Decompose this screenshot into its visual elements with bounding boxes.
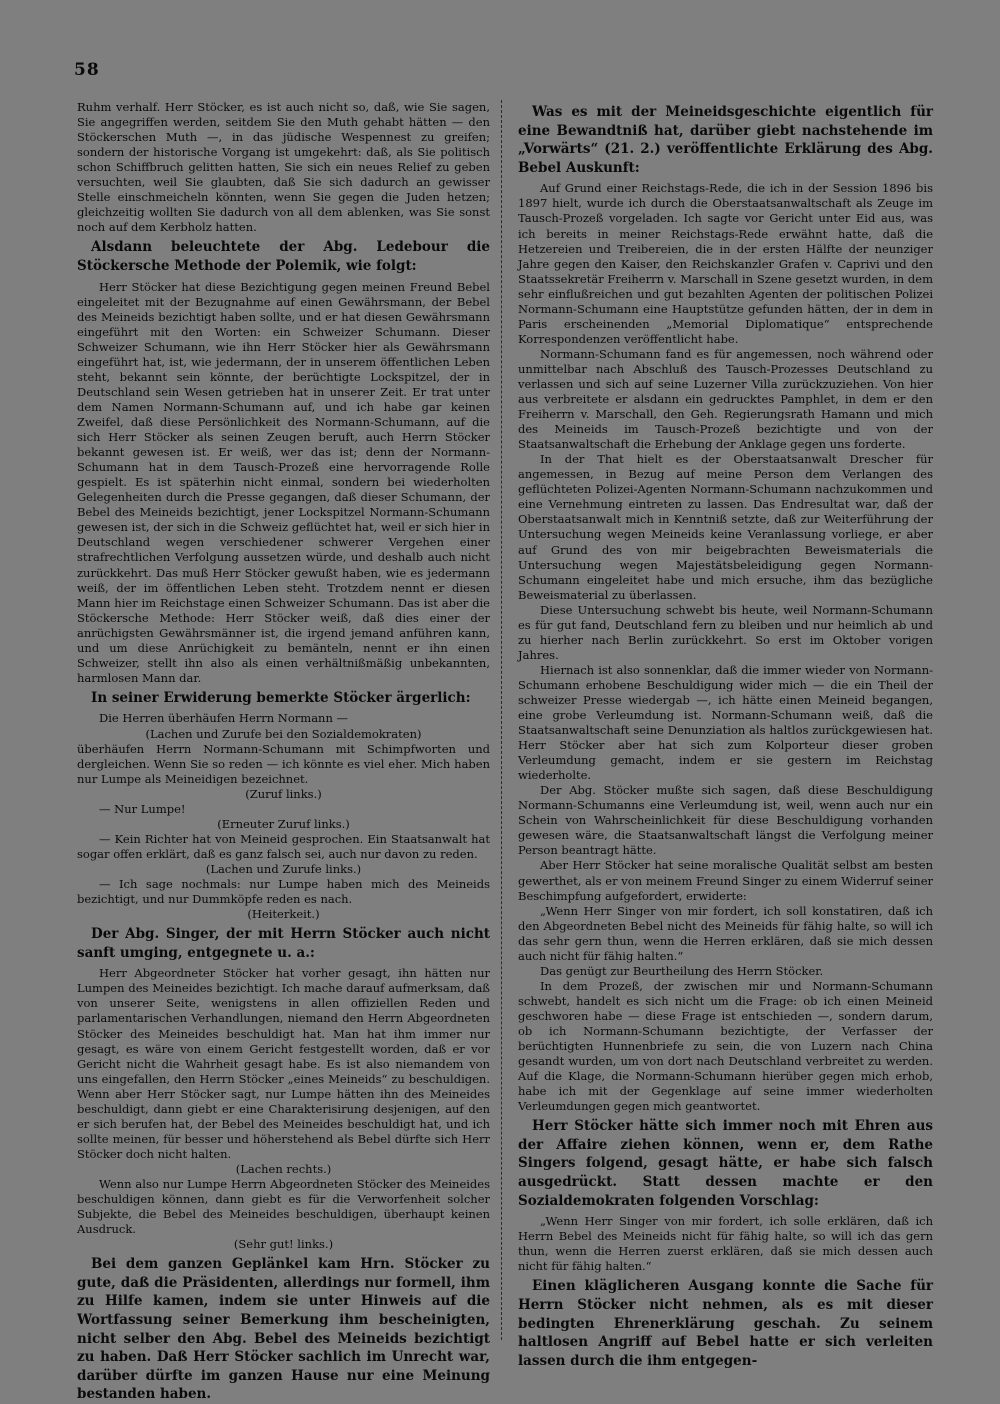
paragraph: Aber Herr Stöcker hat seine moralische Qualität selbst am besten gewerthet, als er von meinem Freund Singer zu einem Widerruf seiner Beschimpfung aufgefordert, erwiderte: <box>518 858 933 903</box>
paragraph: Herr Abgeordneter Stöcker hat vorher gesagt, ihn hätten nur Lumpen des Meineides bezichtigt. Ich mache darauf aufmerksam, daß von unserer Seite, wenigstens in allen offiziellen Reden und parlamentarischen Verhandlungen, niemand den Herrn Abgeordneten Stöcker des Meineides beschuldigt hat. Man hat ihm immer nur gesagt, es wäre von einem Gericht festgestellt worden, daß er vor Gericht nicht die Wahrheit gesagt habe. Es ist also niemandem von uns eingefallen, den Herrn Stöcker „eines Meineids“ zu beschuldigen. Wenn aber Herr Stöcker sagt, nur Lumpe hätten ihn des Meineides beschuldigt, dann giebt er eine Charakterisirung desjenigen, auf den er sich berufen hat, der Bebel des Meineides beschuldigt hat, und ich sollte meinen, für besser und höherstehend als Bebel dürfte sich Herr Stöcker doch nicht halten. <box>77 966 490 1161</box>
section-heading: In seiner Erwiderung bemerkte Stöcker ärgerlich: <box>91 689 471 706</box>
paragraph: Herr Stöcker hat diese Bezichtigung gegen meinen Freund Bebel eingeleitet mit der Bezugnahme auf einen Gewährsmann, der Bebel des Meineids bezichtigt haben sollte, und er hat diesen Gewährsmann eingeführt mit den Worten: ein Schweizer Schumann. Dieser Schweizer Schumann, wie ihn Herr Stöcker hier als Gewährsmann eingeführt hat, ist, wie jedermann, der in unserem öffentlichen Leben steht, bekannt sein könnte, der berüchtigte Lockspitzel, der in Deutschland sein Wesen getrieben hat in unserer Zeit. Er trat unter dem Namen Normann-Schumann auf, und ich habe gar keinen Zweifel, daß diese Persönlichkeit des Normann-Schumann, auf die sich Herr Stöcker als seinen Zeugen beruft, auch Herrn Stöcker bekannt gewesen ist. Er weiß, wer das ist; denn der Normann-Schumann hat in dem Tausch-Prozeß eine hervorragende Rolle gespielt. Es ist späterhin nicht einmal, sondern bei wiederholten Gelegenheiten durch die Presse gegangen, daß dieser Schumann, der Bebel des Meineids bezichtigt, jener Lockspitzel Normann-Schumann gewesen ist, der sich in die Schweiz geflüchtet hat, weil er sich hier in Deutschland wegen verschiedener schwerer Vergehen einer strafrechtlichen Verfolgung aussetzen würde, und deshalb auch nicht zurückkehrt. Das muß Herr Stöcker gewußt haben, wie es jedermann weiß, der im öffentlichen Leben steht. Trotzdem nennt er diesen Mann hier im Reichstage einen Schweizer Schumann. Das ist aber die Stöckersche Methode: Herr Stöcker weiß, daß dies einer der anrüchigsten Gewährsmänner ist, die irgend jemand anführen kann, und um diese Anrüchigkeit zu bemänteln, nennt er ihn einen Schweizer, stellt ihn also als einen verhältnißmäßig unbekannten, harmlosen Mann dar. <box>77 279 490 685</box>
paragraph: Das genügt zur Beurtheilung des Herrn Stöcker. <box>540 963 824 978</box>
paragraph: — Kein Richter hat von Meineid gesprochen. Ein Staatsanwalt hat sogar offen erklärt, daß es ganz falsch sei, auch nur davon zu reden. <box>77 831 490 861</box>
interjection: (Lachen rechts.) <box>235 1161 332 1176</box>
paragraph: Wenn also nur Lumpe Herrn Abgeordneten Stöcker des Meineides beschuldigen können, dann giebt es für die Verworfenheit solcher Subjekte, die Bebel des Meineides beschuldigen, überhaupt keinen Ausdruck. <box>77 1176 490 1237</box>
interjection: (Lachen und Zurufe links.) <box>205 861 362 876</box>
column-divider <box>501 100 503 1340</box>
left-column <box>77 100 490 1403</box>
quotation: „Wenn Herr Singer von mir fordert, ich solle erklären, daß ich Herrn Bebel des Meineids nicht für fähig halte, so will ich das gern thun, wenn die Herren zuerst erklären, daß sie mich dessen auch nicht für fähig halten.“ <box>518 1214 933 1274</box>
quotation: „Wenn Herr Singer von mir fordert, ich soll konstatiren, daß ich den Abgeordneten Bebel nicht des Meineids für fähig halte, so will ich das sehr gern thun, wenn die Herren erklären, daß sie mich dessen auch nicht für fähig halten.“ <box>518 903 933 963</box>
section-heading: Herr Stöcker hätte sich immer noch mit Ehren aus der Affaire ziehen können, wenn er, dem Rathe Singers folgend, gesagt hätte, er habe sich falsch ausgedrückt. Statt dessen machte er den Sozialdemokraten folgenden Vorschlag: <box>518 1118 933 1209</box>
section-heading: Was es mit der Meineidsgeschichte eigentlich für eine Bewandtniß hat, darüber giebt nachstehende im „Vorwärts“ (21. 2.) veröffentlichte Erklärung des Abg. Bebel Auskunft: <box>518 104 933 176</box>
interjection: (Sehr gut! links.) <box>233 1237 334 1252</box>
interjection: (Lachen und Zurufe bei den Sozialdemokraten) <box>145 726 422 741</box>
section-heading: Der Abg. Singer, der mit Herrn Stöcker auch nicht sanft umging, entgegnete u. a.: <box>77 926 490 961</box>
section-heading: Einen kläglicheren Ausgang konnte die Sache für Herrn Stöcker nicht nehmen, als es mit dieser bedingten Ehrenerklärung geschah. Zu seinem haltlosen Angriff auf Bebel hatte er sich verleiten lassen durch die ihm entgegen- <box>518 1278 933 1369</box>
paragraph: Auf Grund einer Reichstags-Rede, die ich in der Session 1896 bis 1897 hielt, wurde ich durch die Oberstaatsanwaltschaft als Zeuge im Tausch-Prozeß vorgeladen. Ich sagte vor Gericht unter Eid aus, was ich bereits in meiner Reichstags-Rede erwähnt hatte, daß die Hetzereien und Treibereien, die in der ersten Hälfte der neunziger Jahre gegen den Kaiser, den Reichskanzler Grafen v. Caprivi und den Staatssekretär Freiherrn v. Marschall in Szene gesetzt wurden, in dem sehr einflußreichen und gut bezahlten Agenten der politischen Polizei Normann-Schumann eine Hauptstütze gefunden hätten, der in dem in Paris erscheinenden „Memorial Diplomatique“ entsprechende Korrespondenzen veröffentlicht habe. <box>518 181 933 346</box>
paragraph: — Ich sage nochmals: nur Lumpe haben mich des Meineids bezichtigt, und nur Dummköpfe reden es nach. <box>77 876 490 907</box>
interjection: (Erneuter Zuruf links.) <box>217 816 350 831</box>
paragraph: Normann-Schumann fand es für angemessen, noch während oder unmittelbar nach Abschluß des Tausch-Prozesses Deutschland zu verlassen und sich auf seine Luzerner Villa zurückzuziehen. Von hier aus verbreitete er alsdann ein gedrucktes Pamphlet, in dem er den Freiherrn v. Marschall, den Geh. Regierungsrath Hamann und mich des Meineids im Tausch-Prozeß bezichtigte und von der Staatsanwaltschaft die Erhebung der Anklage gegen uns forderte. <box>518 346 933 452</box>
section-heading: Bei dem ganzen Geplänkel kam Hrn. Stöcker zu gute, daß die Präsidenten, allerdings nur formell, ihm zu Hilfe kamen, indem sie unter Hinweis auf die Wortfassung seiner Bemerkung ihm bescheinigten, nicht selber den Abg. Bebel des Meineids bezichtigt zu haben. Daß Herr Stöcker sachlich im Unrecht war, darüber dürfte im ganzen Hause nur eine Meinung bestanden haben. <box>77 1256 490 1403</box>
interjection: (Zuruf links.) <box>245 786 322 801</box>
section-heading: Alsdann beleuchtete der Abg. Ledebour die Stöckersche Methode der Polemik, wie folgt: <box>77 239 490 275</box>
paragraph: Die Herren überhäufen Herrn Normann — <box>99 711 349 726</box>
right-column <box>518 100 933 1369</box>
paragraph: In der That hielt es der Oberstaatsanwalt Drescher für angemessen, in Bezug auf meine Person dem Verlangen des geflüchteten Polizei-Agenten Normann-Schumann nachzukommen und eine Vernehmung eintreten zu lassen. Das Endresultat war, daß der Oberstaatsanwalt mich in Kenntniß setzte, daß zur Weiterführung der Untersuchung wegen Meineids keine Veranlassung vorliege, er aber auf Grund des von mir beigebrachten Beweismaterials die Untersuchung wegen Majestätsbeleidigung gegen Normann-Schumann eingeleitet habe und mich ersuche, ihm das bezügliche Beweismaterial zu überlassen. <box>518 452 933 602</box>
paragraph: Hiernach ist also sonnenklar, daß die immer wieder von Normann-Schumann erhobene Beschuldigung wider mich — die ein Theil der schweizer Presse wiedergab —, ich hätte einen Meineid begangen, eine grobe Verleumdung ist. Normann-Schumann weiß, daß die Staatsanwaltschaft seine Denunziation als haltlos zurückgewiesen hat. Herr Stöcker aber hat sich zum Kolporteur dieser groben Verleumdung gemacht, indem er sie gestern im Reichstag wiederholte. <box>518 662 933 783</box>
paragraph: Ruhm verhalf. Herr Stöcker, es ist auch nicht so, daß, wie Sie sagen, Sie angegriffen werden, seitdem Sie den Muth gehabt hätten — den Stöckerschen Muth —, in das jüdische Wespennest zu greifen; sondern der historische Vorgang ist umgekehrt: daß, als Sie politisch schon Schiffbruch gelitten hatten, Sie sich ein neues Relief zu geben versuchten, weil Sie glaubten, daß Sie sich dadurch an gewisser Stelle einschmeicheln könnten, wenn Sie gegen die Juden hetzen; gleichzeitig wollten Sie dadurch von all dem ablenken, was Sie sonst noch auf dem Kerbholz hatten. <box>77 100 490 235</box>
paragraph: — Nur Lumpe! <box>99 801 186 816</box>
paragraph: Der Abg. Stöcker mußte sich sagen, daß diese Beschuldigung Normann-Schumanns eine Verleumdung ist, weil, wenn auch nur ein Schein von Wahrscheinlichkeit für diese Beschuldigung vorhanden gewesen wäre, die Staatsanwaltschaft längst die Verfolgung meiner Person beantragt hätte. <box>518 783 933 858</box>
paragraph: überhäufen Herrn Normann-Schumann mit Schimpfworten und dergleichen. Wenn Sie so reden — ich könnte es viel eher. Mich haben nur Lumpe als Meineidigen bezeichnet. <box>77 741 490 786</box>
interjection: (Heiterkeit.) <box>247 907 320 922</box>
paragraph: In dem Prozeß, der zwischen mir und Normann-Schumann schwebt, handelt es sich nicht um die Frage: ob ich einen Meineid geschworen habe — diese Frage ist entschieden —, sondern darum, ob ich Normann-Schumann bezichtigte, der Verfasser der berüchtigten Hunnenbriefe zu sein, die von Luzern nach China gesandt wurden, um von dort nach Deutschland verbreitet zu werden. Auf die Klage, die Normann-Schumann hierüber gegen mich erhob, habe ich mit der Gegenklage auf seine immer wiederholten Verleumdungen gegen mich geantwortet. <box>518 978 933 1114</box>
page-number: 58 <box>74 60 100 80</box>
paragraph: Diese Untersuchung schwebt bis heute, weil Normann-Schumann es für gut fand, Deutschland fern zu bleiben und nur heimlich ab und zu hierher nach Berlin zurückkehrt. So erst im Oktober vorigen Jahres. <box>518 602 933 662</box>
